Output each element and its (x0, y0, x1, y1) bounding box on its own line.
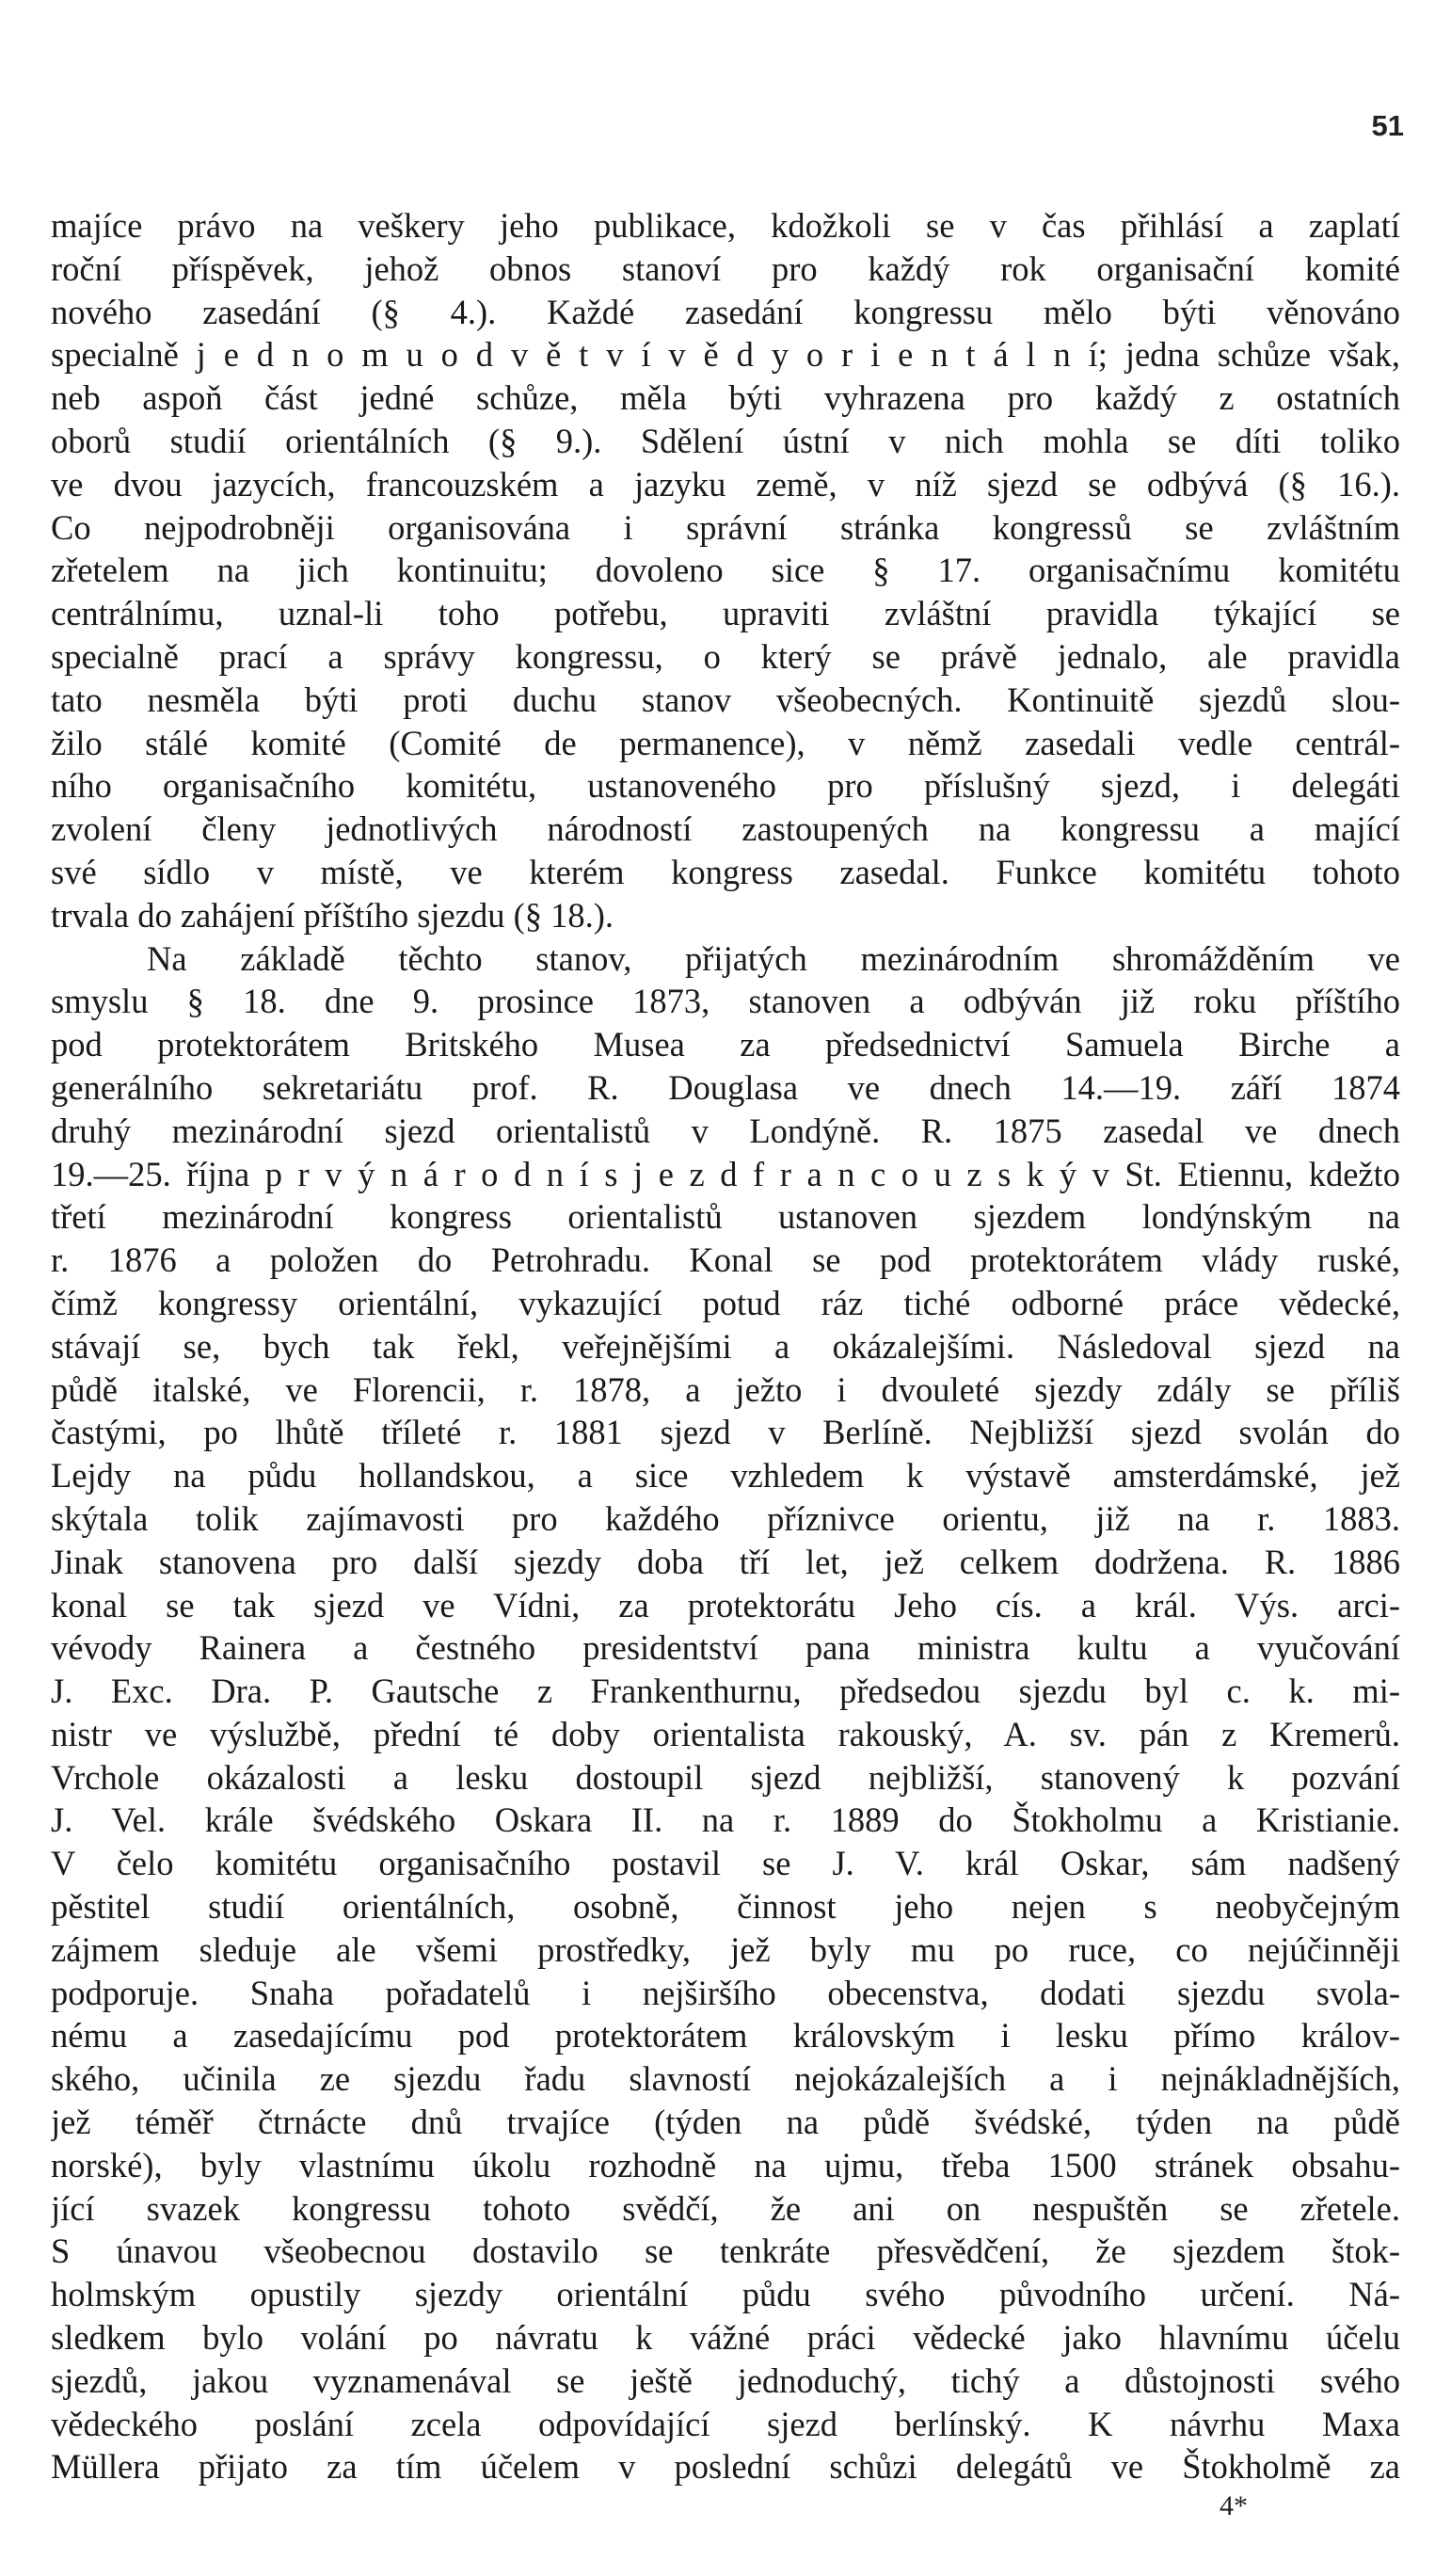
text-line: třetí mezinárodní kongress orientalistů ustanoven sjezdem londýnským na (51, 1197, 1400, 1237)
text-line: nému a zasedajícímu pod protektorátem královským i lesku přímo králov- (51, 2016, 1400, 2056)
text-line: 19.—25. října p r v ý n á r o d n í s j e z d f r a n c o u z s k ý v St. Etiennu, kdežto (51, 1154, 1400, 1193)
text-line: ního organisačního komitétu, ustanoveného pro příslušný sjezd, i delegáti (51, 766, 1400, 806)
text-line: holmským opustily sjezdy orientální půdu svého původního určení. Ná- (51, 2275, 1400, 2314)
text-line: norské), byly vlastnímu úkolu rozhodně na ujmu, třeba 1500 stránek obsahu- (51, 2145, 1400, 2184)
text-line: Jinak stanovena pro další sjezdy doba tří let, jež celkem dodržena. R. 1886 (51, 1542, 1400, 1581)
text-line: stávají se, bych tak řekl, veřejnějšími a okázalejšími. Následoval sjezd na (51, 1326, 1400, 1366)
text-line: specialně prací a správy kongressu, o který se právě jednalo, ale pravidla (51, 636, 1400, 676)
text-line: smyslu § 18. dne 9. prosince 1873, stanoven a odbýván již roku příštího (51, 982, 1400, 1021)
text-line: pod protektorátem Britského Musea za předsednictví Samuela Birche a (51, 1025, 1400, 1064)
text-line: neb aspoň část jedné schůze, měla býti vyhrazena pro každý z ostatních (51, 378, 1400, 418)
text-line: častými, po lhůtě tříleté r. 1881 sjezd v Berlíně. Nejbližší sjezd svolán do (51, 1413, 1400, 1452)
text-line: generálního sekretariátu prof. R. Douglasa ve dnech 14.—19. září 1874 (51, 1067, 1400, 1107)
text-line: jež téměř čtrnácte dnů trvajíce (týden na půdě švédské, týden na půdě (51, 2103, 1400, 2142)
text-line: oborů studií orientálních (§ 9.). Sdělení ústní v nich mohla se díti toliko (51, 421, 1400, 460)
text-line: Co nejpodrobněji organisována i správní stránka kongressů se zvláštním (51, 507, 1400, 547)
text-line: jící svazek kongressu tohoto svědčí, že ani on nespuštěn se zřetele. (51, 2188, 1400, 2228)
text-line: V čelo komitétu organisačního postavil se J. V. král Oskar, sám nadšený (51, 1844, 1400, 1883)
text-line: r. 1876 a položen do Petrohradu. Konal se pod protektorátem vlády ruské, (51, 1240, 1400, 1280)
text-line: Müllera přijato za tím účelem v poslední schůzi delegátů ve Štokholmě za (51, 2447, 1400, 2487)
page-number: 51 (1371, 109, 1404, 142)
text-line: tato nesměla býti proti duchu stanov všeobecných. Kontinuitě sjezdů slou- (51, 680, 1400, 719)
text-line: konal se tak sjezd ve Vídni, za protektorátu Jeho cís. a král. Výs. arci- (51, 1585, 1400, 1624)
paragraph-start-line: Na základě těchto stanov, přijatých mezinárodním shromážděním ve (147, 938, 1400, 978)
text-line: trvala do zahájení příštího sjezdu (§ 18.). (51, 895, 614, 935)
text-line: J. Exc. Dra. P. Gautsche z Frankenthurnu, předsedou sjezdu byl c. k. mi- (51, 1672, 1400, 1711)
text-line: nového zasedání (§ 4.). Každé zasedání kongressu mělo býti věnováno (51, 292, 1400, 331)
text-line: vědeckého poslání zcela odpovídající sjezd berlínský. K návrhu Maxa (51, 2404, 1400, 2443)
text-line: vévody Rainera a čestného presidentství pana ministra kultu a vyučování (51, 1628, 1400, 1668)
text-line: žilo stálé komité (Comité de permanence), v němž zasedali vedle centrál- (51, 723, 1400, 762)
text-line: zájmem sleduje ale všemi prostředky, jež byly mu po ruce, co nejúčinněji (51, 1929, 1400, 1969)
signature-mark: 4* (1220, 2490, 1248, 2521)
text-line: zřetelem na jich kontinuitu; dovoleno sice § 17. organisačnímu komitétu (51, 551, 1400, 590)
text-line: sjezdů, jakou vyznamenával se ještě jednoduchý, tichý a důstojnosti svého (51, 2360, 1400, 2400)
text-line: ského, učinila ze sjezdu řadu slavností nejokázalejších a i nejnákladnějších, (51, 2059, 1400, 2099)
text-line: centrálnímu, uznal-li toho potřebu, upraviti zvláštní pravidla týkající se (51, 594, 1400, 633)
body-text (51, 204, 1400, 2488)
text-line: pěstitel studií orientálních, osobně, činnost jeho nejen s neobyčejným (51, 1887, 1400, 1927)
text-line: Vrchole okázalosti a lesku dostoupil sjezd nejbližší, stanovený k pozvání (51, 1757, 1400, 1797)
text-line: půdě italské, ve Florencii, r. 1878, a ježto i dvouleté sjezdy zdály se příliš (51, 1369, 1400, 1409)
text-line: sledkem bylo volání po návratu k vážné práci vědecké jako hlavnímu účelu (51, 2318, 1400, 2358)
text-line: druhý mezinárodní sjezd orientalistů v Londýně. R. 1875 zasedal ve dnech (51, 1111, 1400, 1150)
text-line: své sídlo v místě, ve kterém kongress zasedal. Funkce komitétu tohoto (51, 852, 1400, 891)
text-line: Lejdy na půdu hollandskou, a sice vzhledem k výstavě amsterdámské, jež (51, 1456, 1400, 1496)
text-line: čímž kongressy orientální, vykazující potud ráz tiché odborné práce vědecké, (51, 1283, 1400, 1322)
text-line: skýtala tolik zajímavosti pro každého příznivce orientu, již na r. 1883. (51, 1498, 1400, 1538)
text-line: roční příspěvek, jehož obnos stanoví pro každý rok organisační komité (51, 248, 1400, 288)
text-line: podporuje. Snaha pořadatelů i nejširšího obecenstva, dodati sjezdu svola- (51, 1973, 1400, 2012)
text-line: ve dvou jazycích, francouzském a jazyku země, v níž sjezd se odbývá (§ 16.). (51, 464, 1400, 504)
text-line: majíce právo na veškery jeho publikace, kdožkoli se v čas přihlásí a zaplatí (51, 206, 1400, 245)
text-line: nistr ve výslužbě, přední té doby orientalista rakouský, A. sv. pán z Kremerů. (51, 1714, 1400, 1753)
text-line: zvolení členy jednotlivých národností zastoupených na kongressu a mající (51, 809, 1400, 849)
text-line: specialně j e d n o m u o d v ě t v í v ě d y o r i e n t á l n í; jedna schůze však, (51, 335, 1400, 375)
text-line: J. Vel. krále švédského Oskara II. na r. 1889 do Štokholmu a Kristianie. (51, 1800, 1400, 1840)
text-line: S únavou všeobecnou dostavilo se tenkráte přesvědčení, že sjezdem štok- (51, 2232, 1400, 2271)
